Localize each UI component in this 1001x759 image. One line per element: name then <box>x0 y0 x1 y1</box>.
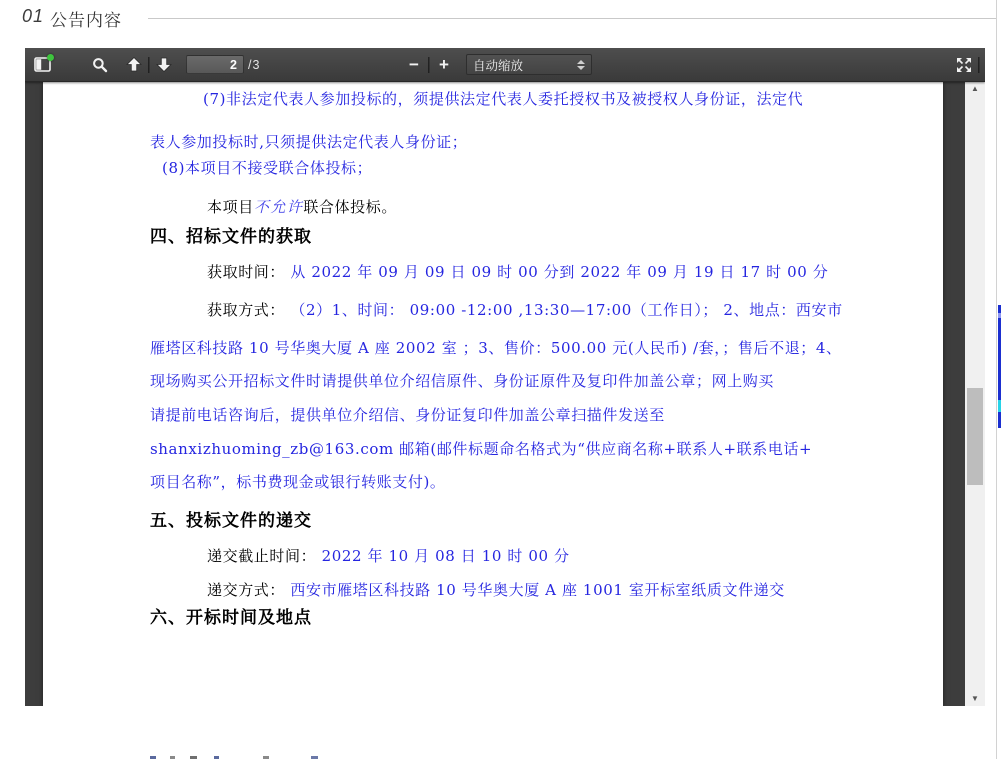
document-line: 本项目不允许联合体投标。 <box>207 198 397 216</box>
pdf-toolbar <box>25 48 985 82</box>
document-line: (8)本项目不接受联合体投标； <box>162 159 373 177</box>
search-icon <box>92 57 108 73</box>
viewer-body <box>25 81 985 706</box>
document-heading: 四、招标文件的获取 <box>150 227 312 247</box>
document-line: 递交截止时间： 2022 年 10 月 08 日 10 时 00 分 <box>207 547 570 565</box>
sidebar-toggle-button[interactable] <box>29 52 55 77</box>
previous-page-button[interactable] <box>121 52 147 77</box>
scroll-up-button[interactable] <box>965 81 985 96</box>
scroll-up-arrow-icon: ▲ <box>971 84 979 93</box>
toolbar-left-group <box>29 48 260 81</box>
document-page <box>43 82 943 706</box>
page-title: 公告内容 <box>50 11 122 30</box>
pdf-viewer <box>25 48 985 706</box>
document-line: 现场购买公开招标文件时请提供单位介绍信原件、身份证原件及复印件加盖公章；网上购买 <box>150 372 775 390</box>
header-divider <box>148 18 996 19</box>
scrollbar-thumb[interactable] <box>967 388 983 485</box>
page-count-label: /3 <box>248 57 261 72</box>
document-line: 表人参加投标时,只须提供法定代表人身份证； <box>150 133 468 151</box>
document-line: (7)非法定代表人参加投标的，须提供法定代表人委托授权书及被授权人身份证，法定代 <box>203 90 804 108</box>
section-number: 01 <box>22 6 45 26</box>
next-page-button[interactable] <box>151 52 177 77</box>
scroll-down-button[interactable] <box>965 691 985 706</box>
document-line: 项目名称”，标书费现金或银行转账支付)。 <box>150 473 446 491</box>
scroll-down-arrow-icon: ▼ <box>971 694 979 703</box>
scrollbar[interactable] <box>965 81 985 706</box>
toolbar-right-group <box>951 48 981 81</box>
presentation-mode-button[interactable] <box>951 52 977 77</box>
zoom-out-button[interactable]: − <box>401 52 427 77</box>
document-line: 获取时间： 从 2022 年 09 月 09 日 09 时 00 分到 2022 年 09 月 19 日 17 时 00 分 <box>207 263 829 281</box>
fullscreen-icon <box>956 57 972 73</box>
toolbar-separator <box>428 57 430 73</box>
zoom-in-button[interactable]: + <box>431 52 457 77</box>
document-line: 雁塔区科技路 10 号华奥大厦 A 座 2002 室 ；3、售价：500.00 元(人民币) /套，；售后不退；4、 <box>150 339 842 357</box>
document-line: 请提前电话咨询后，提供单位介绍信、身份证复印件加盖公章扫描件发送至 <box>150 406 665 424</box>
notification-dot-icon <box>47 54 54 61</box>
document-line: 递交方式： 西安市雁塔区科技路 10 号华奥大厦 A 座 1001 室开标室纸质文件递交 <box>207 581 785 599</box>
zoom-select[interactable] <box>466 54 592 75</box>
document-heading: 六、开标时间及地点 <box>150 608 312 628</box>
toolbar-zoom-group <box>401 48 592 81</box>
section-header <box>0 0 1001 34</box>
arrow-up-icon <box>126 57 142 72</box>
zoom-select-value: 自动缩放 <box>473 58 524 73</box>
toolbar-separator <box>148 57 150 73</box>
document-line: shanxizhuoming_zb@163.com 邮箱(邮件标题命名格式为“供应商名称+联系人+联系电话+ <box>150 440 813 458</box>
document-line: 获取方式： （2）1、时间： 09:00 -12:00 ,13:30—17:00（工作日）； 2、地点：西安市 <box>207 301 843 319</box>
toolbar-separator <box>978 57 980 73</box>
up-down-arrows-icon <box>577 60 585 70</box>
arrow-down-icon <box>156 57 172 72</box>
document-heading: 五、投标文件的递交 <box>150 511 312 531</box>
page-number-input[interactable] <box>186 55 244 74</box>
search-button[interactable] <box>87 52 113 77</box>
right-panel-border <box>996 0 997 759</box>
